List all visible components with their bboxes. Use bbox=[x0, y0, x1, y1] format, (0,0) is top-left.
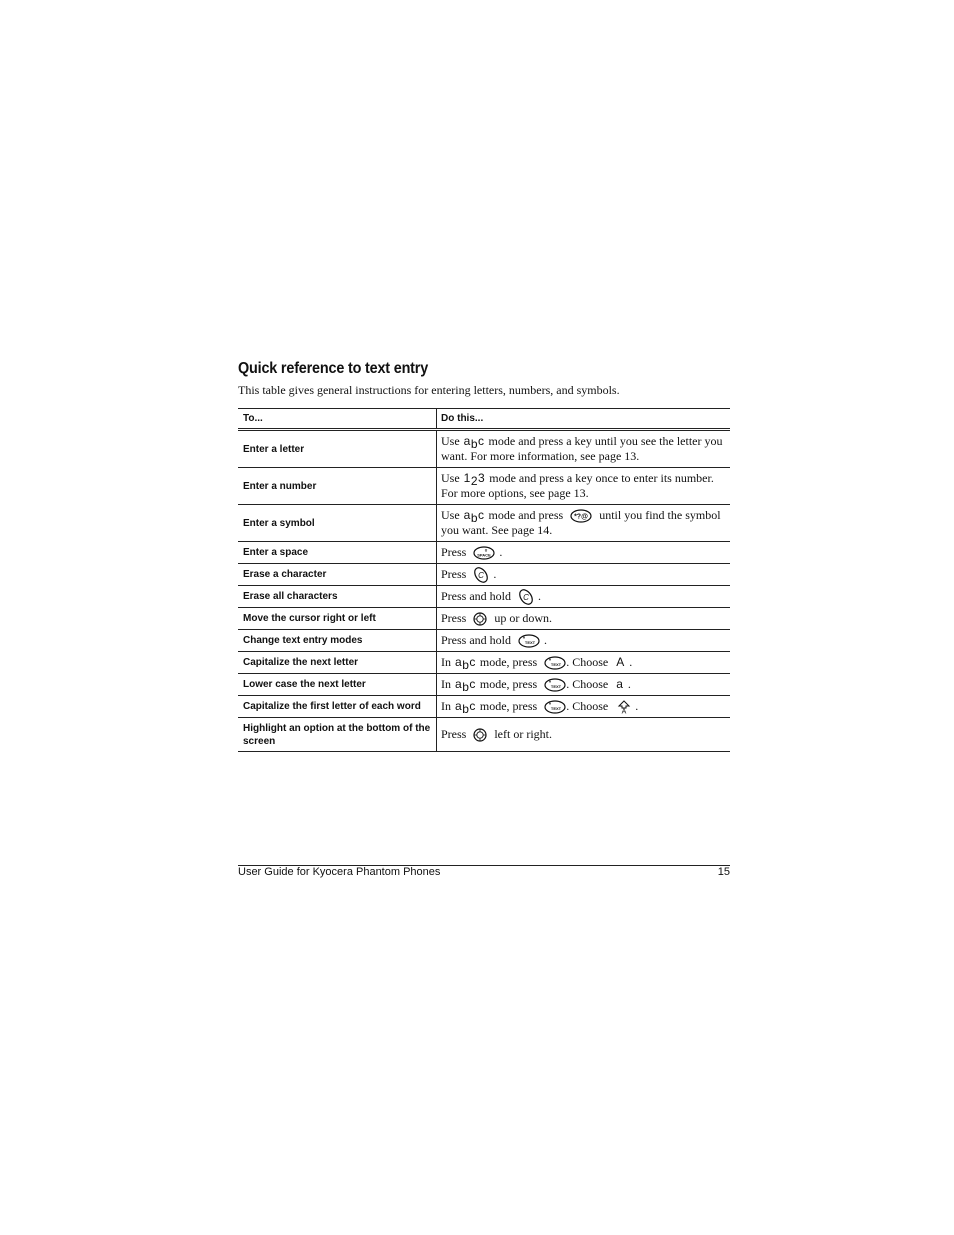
task-cell: Capitalize the first letter of each word bbox=[238, 696, 437, 718]
action-text: mode, press bbox=[479, 698, 538, 713]
task-cell: Lower case the next letter bbox=[238, 674, 437, 696]
svg-text:TEXT: TEXT bbox=[551, 683, 562, 689]
task-cell: Enter a symbol bbox=[238, 505, 437, 542]
table-row bbox=[238, 652, 730, 674]
action-cell bbox=[437, 630, 731, 652]
column-header-to: To... bbox=[238, 409, 437, 430]
task-cell: Enter a number bbox=[238, 468, 437, 505]
action-text: mode and press bbox=[488, 507, 564, 522]
action-text: . bbox=[544, 632, 547, 647]
intro-text: This table gives general instructions for entering letters, numbers, and symbols. bbox=[238, 383, 620, 397]
abc-mode-icon: abc bbox=[455, 677, 476, 695]
action-cell bbox=[437, 718, 731, 752]
text-mode-key-icon bbox=[544, 678, 566, 692]
action-text: up or down. bbox=[494, 610, 553, 625]
svg-text:TEXT: TEXT bbox=[551, 705, 562, 711]
abc-mode-icon: abc bbox=[455, 655, 476, 673]
table-row bbox=[238, 542, 730, 564]
action-cell bbox=[437, 505, 731, 542]
table-row bbox=[238, 696, 730, 718]
table-header-row bbox=[238, 409, 730, 430]
svg-text:SPACE: SPACE bbox=[477, 552, 492, 558]
action-text: Press bbox=[441, 726, 467, 741]
action-text: . bbox=[629, 654, 633, 669]
text-mode-key-icon bbox=[544, 700, 566, 714]
table-row bbox=[238, 586, 730, 608]
action-text: . Choose bbox=[566, 654, 609, 669]
action-text: you want. See page 14. bbox=[441, 523, 553, 538]
task-cell: Highlight an option at the bottom of the screen bbox=[238, 718, 437, 752]
svg-text:*: * bbox=[549, 680, 552, 687]
action-text: . bbox=[627, 676, 631, 691]
123-mode-icon: 123 bbox=[463, 471, 486, 489]
task-cell: Erase a character bbox=[238, 564, 437, 586]
svg-text:TEXT: TEXT bbox=[524, 640, 536, 646]
abc-mode-icon: abc bbox=[463, 434, 485, 452]
action-cell bbox=[437, 586, 731, 608]
action-text: In bbox=[441, 698, 451, 713]
svg-text:*?@: *?@ bbox=[574, 513, 589, 521]
abc-mode-icon: abc bbox=[463, 508, 485, 526]
space-key-icon bbox=[473, 546, 495, 560]
quick-reference-table bbox=[238, 408, 730, 752]
action-cell bbox=[437, 542, 731, 564]
table-row bbox=[238, 608, 730, 630]
table-row bbox=[238, 630, 730, 652]
page-number: 15 bbox=[717, 866, 730, 878]
action-text: . bbox=[538, 588, 541, 603]
clear-key-icon bbox=[518, 588, 534, 606]
task-cell: Erase all characters bbox=[238, 586, 437, 608]
svg-text:TEXT: TEXT bbox=[551, 661, 562, 667]
task-cell: Enter a letter bbox=[238, 430, 437, 468]
table-row bbox=[238, 505, 730, 542]
action-text: In bbox=[441, 676, 451, 691]
action-text: mode and press a key until you see the letter you bbox=[488, 433, 723, 448]
action-cell bbox=[437, 430, 731, 468]
action-text: until you find the symbol bbox=[599, 507, 721, 522]
table-row bbox=[238, 674, 730, 696]
action-cell bbox=[437, 674, 731, 696]
action-text: Press and hold bbox=[441, 632, 511, 647]
page-title: Quick reference to text entry bbox=[238, 360, 429, 377]
svg-text:C: C bbox=[478, 570, 485, 580]
action-text: mode and press a key once to enter its number. bbox=[489, 470, 714, 485]
action-text: . Choose bbox=[566, 676, 609, 691]
table-row bbox=[238, 430, 730, 468]
action-text: mode, press bbox=[479, 654, 538, 669]
action-text: Press and hold bbox=[441, 588, 511, 603]
action-text: In bbox=[441, 654, 451, 669]
table-row bbox=[238, 564, 730, 586]
action-text: Press bbox=[441, 566, 467, 581]
lowercase-glyph: a bbox=[616, 677, 623, 692]
svg-text:A: A bbox=[621, 708, 627, 714]
action-text: mode, press bbox=[479, 676, 538, 691]
action-text: . bbox=[635, 698, 639, 713]
task-cell: Enter a space bbox=[238, 542, 437, 564]
action-text: Use bbox=[441, 470, 460, 485]
svg-text:*: * bbox=[549, 702, 552, 709]
table-row bbox=[238, 718, 730, 752]
action-text: . bbox=[493, 566, 497, 581]
table-row bbox=[238, 468, 730, 505]
action-cell bbox=[437, 468, 731, 505]
text-mode-key-icon bbox=[544, 656, 566, 670]
action-text: Press bbox=[441, 610, 467, 625]
svg-text:*: * bbox=[523, 636, 525, 643]
navigation-key-icon bbox=[473, 612, 487, 626]
action-text: want. For more information, see page 13. bbox=[441, 449, 640, 464]
task-cell: Move the cursor right or left bbox=[238, 608, 437, 630]
capitalize-word-icon bbox=[617, 700, 631, 714]
action-text: . bbox=[499, 544, 503, 559]
column-header-do-this: Do this... bbox=[437, 409, 731, 430]
action-text: For more options, see page 13. bbox=[441, 486, 589, 501]
action-cell bbox=[437, 564, 731, 586]
action-text: Use bbox=[441, 433, 460, 448]
uppercase-glyph: A bbox=[616, 655, 625, 670]
action-text: . Choose bbox=[566, 698, 609, 713]
navigation-key-icon bbox=[473, 728, 487, 742]
action-cell bbox=[437, 608, 731, 630]
action-text: Use bbox=[441, 507, 460, 522]
action-cell bbox=[437, 696, 731, 718]
footer-title: User Guide for Kyocera Phantom Phones bbox=[238, 866, 441, 878]
action-text: left or right. bbox=[494, 726, 552, 741]
svg-text:#: # bbox=[485, 548, 488, 554]
action-cell bbox=[437, 652, 731, 674]
symbol-key-icon bbox=[570, 509, 592, 523]
task-cell: Change text entry modes bbox=[238, 630, 437, 652]
svg-text:C: C bbox=[523, 592, 529, 602]
abc-mode-icon: abc bbox=[455, 699, 476, 717]
action-text: Press bbox=[441, 544, 467, 559]
task-cell: Capitalize the next letter bbox=[238, 652, 437, 674]
text-mode-key-icon bbox=[518, 634, 540, 648]
svg-text:*: * bbox=[549, 658, 552, 665]
clear-key-icon bbox=[473, 566, 489, 584]
